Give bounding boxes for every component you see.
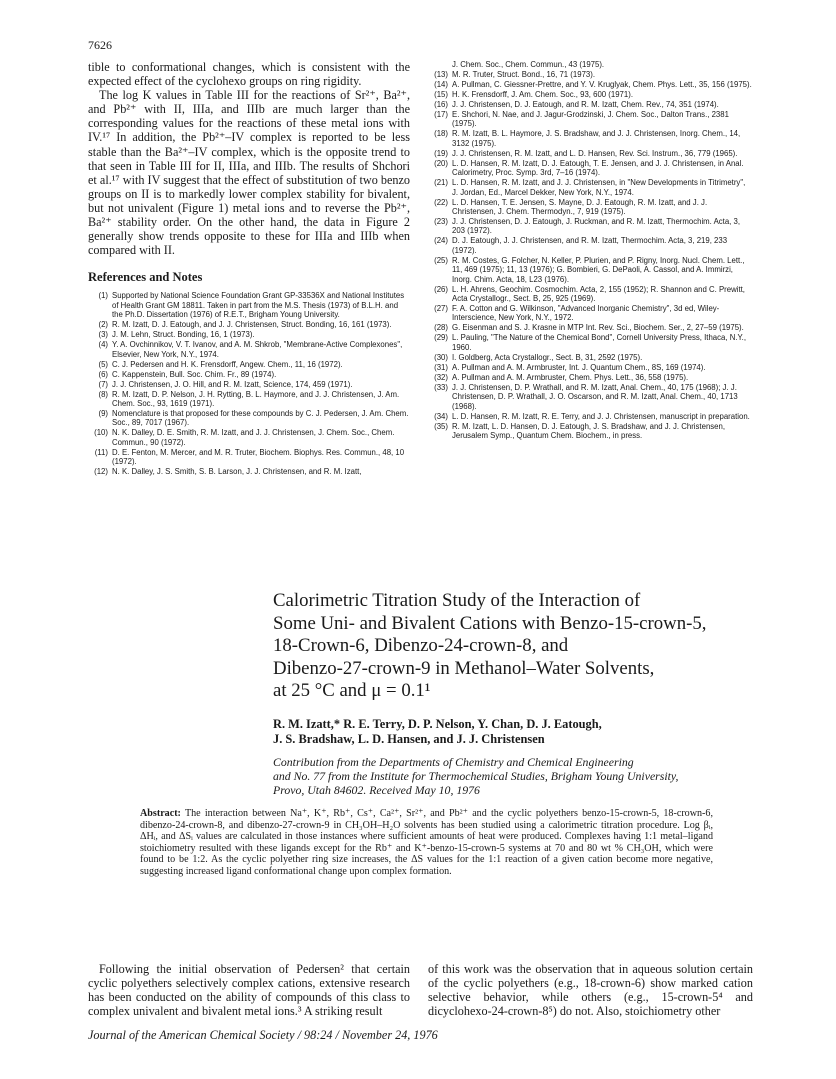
reference-number: (32) <box>434 372 448 382</box>
reference-number: (33) <box>434 382 448 392</box>
reference-number: (18) <box>434 129 448 139</box>
reference-text: Y. A. Ovchinnikov, V. T. Ivanov, and A. M. Shkrob, "Membrane-Active Complexones", Elsevier, New York, N.Y., 1974. <box>112 340 403 359</box>
reference-number: (7) <box>98 379 108 389</box>
left-column <box>88 60 410 477</box>
reference-continuation: J. Chem. Soc., Chem. Commun., 43 (1975). <box>452 60 605 69</box>
reference-item <box>428 256 753 284</box>
reference-text: A. Pullman and A. M. Armbruster, Int. J. Quantum Chem., 8S, 169 (1974). <box>452 362 706 372</box>
reference-text: I. Goldberg, Acta Crystallogr., Sect. B, 31, 2592 (1975). <box>452 352 643 362</box>
title-line: at 25 °C and μ = 0.1¹ <box>273 680 431 702</box>
reference-number: (15) <box>434 90 448 99</box>
author-line: R. M. Izatt,* R. E. Terry, D. P. Nelson, Y. Chan, D. J. Eatough, <box>273 716 602 731</box>
reference-text: J. J. Christensen, D. J. Eatough, J. Ruckman, and R. M. Izatt, Thermochim. Acta, 3, 203 (1972). <box>452 217 741 236</box>
reference-item <box>428 159 753 178</box>
reference-number: (22) <box>434 197 448 207</box>
reference-number: (20) <box>434 158 448 168</box>
reference-text: A. Pullman, C. Giessner-Prettre, and Y. V. Kruglyak, Chem. Phys. Lett., 35, 156 (1975). <box>452 80 752 89</box>
reference-number: (31) <box>434 362 448 372</box>
reference-text: R. M. Izatt, L. D. Hansen, D. J. Eatough, J. S. Bradshaw, and J. J. Christensen, Jerusalem Symp., Quantum Chem. Biochem., in press. <box>452 421 726 441</box>
reference-text: D. E. Fenton, M. Mercer, and M. R. Truter, Biochem. Biophys. Res. Commun., 48, 10 (1972). <box>112 447 405 467</box>
reference-item <box>88 428 410 447</box>
reference-text: E. Shchori, N. Nae, and J. Jagur-Grodzinski, J. Chem. Soc., Dalton Trans., 2381 (1975). <box>452 110 729 129</box>
title-line: Some Uni- and Bivalent Cations with Benzo-15-crown-5, <box>273 612 707 634</box>
reference-number: (1) <box>98 291 108 301</box>
reference-number: (9) <box>98 408 108 418</box>
reference-number: (2) <box>98 320 108 330</box>
title-line: 18-Crown-6, Dibenzo-24-crown-8, and <box>273 635 569 657</box>
article-header <box>273 590 753 797</box>
reference-item <box>88 409 410 428</box>
paragraph: tible to conformational changes, which is consistent with the expected effect of the cyclohexo groups on ring rigidity. <box>88 60 410 89</box>
reference-list <box>88 291 410 476</box>
reference-text: J. J. Christensen, D. J. Eatough, and R. M. Izatt, Chem. Rev., 74, 351 (1974). <box>452 100 719 109</box>
reference-text: L. D. Hansen, T. E. Jensen, S. Mayne, D. J. Eatough, R. M. Izatt, and J. J. Christensen, J. Chem. Thermodyn., 7, 919 (1975). <box>452 197 708 217</box>
affiliation-line: Provo, Utah 84602. Received May 10, 1976 <box>273 782 480 797</box>
reference-item <box>88 380 410 389</box>
reference-text: C. J. Pedersen and H. K. Frensdorff, Angew. Chem., 11, 16 (1972). <box>112 359 343 369</box>
reference-item <box>428 110 753 129</box>
reference-number: (23) <box>434 217 448 227</box>
reference-number: (17) <box>434 110 448 119</box>
reference-text: L. D. Hansen, R. M. Izatt, D. J. Eatough, T. E. Jensen, and J. J. Christensen, in Anal. Calorimetry, Proc. Symp. 3rd, 7–16 (1974). <box>452 158 744 178</box>
reference-number: (8) <box>98 389 108 399</box>
page-number: 7626 <box>88 38 112 52</box>
reference-item <box>428 70 753 79</box>
reference-text: N. K. Dalley, D. E. Smith, R. M. Izatt, and J. J. Christensen, J. Chem. Soc., Chem. Commun., 90 (1972). <box>112 428 395 447</box>
reference-number: (13) <box>434 70 448 79</box>
paragraph: Following the initial observation of Pedersen² that certain cyclic polyethers selectively complex cations, extensive research has been conducted on the ability of compounds of this class to complex univalent and bivalent metal ions.³ A striking result <box>88 962 410 1019</box>
abstract <box>140 808 713 878</box>
reference-item <box>88 291 410 319</box>
reference-number: (28) <box>434 323 448 333</box>
reference-item <box>88 340 410 359</box>
reference-number: (35) <box>434 421 448 431</box>
reference-number: (12) <box>94 467 108 477</box>
affiliation-line: and No. 77 from the Institute for Thermochemical Studies, Brigham Young University, <box>273 768 679 783</box>
reference-item <box>428 323 753 332</box>
reference-number: (4) <box>98 340 108 350</box>
reference-list <box>428 60 753 441</box>
reference-number: (16) <box>434 100 448 109</box>
right-column <box>428 60 753 441</box>
reference-text: L. D. Hansen, R. M. Izatt, and J. J. Christensen, in "New Developments in Titrimetry", J. Jordan, Ed., Marcel Dekker, New York, N.Y., 1974. <box>452 178 746 197</box>
reference-text: J. J. Christensen, R. M. Izatt, and L. D. Hansen, Rev. Sci. Instrum., 36, 779 (1965). <box>452 148 738 158</box>
discussion-text <box>88 60 410 257</box>
references-heading: References and Notes <box>88 270 203 285</box>
reference-item <box>428 304 753 323</box>
reference-item <box>428 333 753 352</box>
reference-item <box>428 129 753 148</box>
reference-item <box>428 353 753 362</box>
reference-number: (27) <box>434 304 448 314</box>
reference-item <box>88 370 410 379</box>
reference-text: R. M. Izatt, B. L. Haymore, J. S. Bradshaw, and J. J. Christensen, Inorg. Chem., 14, 3132 (1975). <box>452 129 741 148</box>
reference-item <box>428 285 753 304</box>
reference-item <box>428 217 753 236</box>
reference-item <box>428 198 753 217</box>
reference-text: R. M. Izatt, D. J. Eatough, and J. J. Christensen, Struct. Bonding, 16, 161 (1973). <box>112 320 392 330</box>
paragraph: The log K values in Table III for the reactions of Sr²⁺, Ba²⁺, and Pb²⁺ with II, IIIa, and IIIb are much larger than the corresponding values for the reactions of these metal ions with IV.¹⁷ In addition, the Pb²⁺–IV complex is reported to be less stable than the Ba²⁺–IV complex, which is the opposite trend to that seen in Table III for II, IIIa, and IIIb. The results of Shchori et al.¹⁷ with IV suggest that the effect of substitution of two benzo groups on II is to markedly lower complex stability for bivalent, but not univalent (Figure 1) metal ions and to reverse the Pb²⁺, Ba²⁺ stability order. On the other hand, the data in Figure 2 generally show trends opposite to these for IIIa and IIIb when compared with II. <box>88 88 410 258</box>
reference-text: F. A. Cotton and G. Wilkinson, "Advanced Inorganic Chemistry", 3d ed, Wiley-Interscience, New York, N.Y., 1972. <box>452 304 720 323</box>
reference-item <box>428 412 753 421</box>
reference-item <box>88 390 410 409</box>
reference-number: (11) <box>94 447 108 457</box>
reference-text: R. M. Izatt, D. P. Nelson, J. H. Rytting, B. L. Haymore, and J. J. Christensen, J. Am. Chem. Soc., 93, 1619 (1971). <box>112 389 400 408</box>
reference-number: (3) <box>98 330 108 340</box>
reference-item <box>428 363 753 372</box>
reference-text: J. M. Lehn, Struct. Bonding, 16, 1 (1973). <box>112 330 255 340</box>
article-title <box>273 590 753 703</box>
reference-text: L. H. Ahrens, Geochim. Cosmochim. Acta, 2, 155 (1952); R. Shannon and C. Prewitt, Acta Crystallogr., Sect. B, 25, 925 (1969). <box>452 284 745 304</box>
abstract-label: Abstract: <box>140 808 181 819</box>
reference-item <box>88 320 410 329</box>
reference-item <box>428 80 753 89</box>
reference-number: (21) <box>434 178 448 188</box>
affiliation-line: Contribution from the Departments of Chemistry and Chemical Engineering <box>273 754 634 769</box>
reference-number: (14) <box>434 80 448 89</box>
title-line: Calorimetric Titration Study of the Interaction of <box>273 590 641 611</box>
intro-left <box>88 962 410 1018</box>
reference-number: (6) <box>98 369 108 379</box>
reference-number: (30) <box>434 352 448 362</box>
paragraph: of this work was the observation that in aqueous solution certain of the cyclic polyethers (e.g., 18-crown-6) show marked cation selective behavior, while others (e.g., 15-crown-5⁴ and dicyclohexo-24-crown-8⁵) do not. Also, stoichiometry other <box>428 962 753 1019</box>
reference-text: M. R. Truter, Struct. Bond., 16, 71 (1973). <box>452 70 596 79</box>
intro-right <box>428 962 753 1018</box>
reference-text: G. Eisenman and S. J. Krasne in MTP Int. Rev. Sci., Biochem. Ser., 2, 27–59 (1975). <box>452 323 744 333</box>
author-list <box>273 717 753 747</box>
reference-text: Nomenclature is that proposed for these compounds by C. J. Pedersen, J. Am. Chem. Soc., 89, 7017 (1967). <box>112 408 409 428</box>
reference-text: J. J. Christensen, D. P. Wrathall, and R. M. Izatt, Anal. Chem., 40, 175 (1968); J. J. Christensen, D. P. Wrathall, J. O. Oscarson, and R. M. Izatt, Anal. Chem., 40, 1713 (1968). <box>452 382 738 411</box>
reference-item <box>428 422 753 441</box>
reference-text: C. Kappenstein, Bull. Soc. Chim. Fr., 89 (1974). <box>112 369 277 379</box>
reference-text: L. D. Hansen, R. M. Izatt, R. E. Terry, and J. J. Christensen, manuscript in preparation. <box>452 411 750 421</box>
reference-item <box>428 149 753 158</box>
reference-text: D. J. Eatough, J. J. Christensen, and R. M. Izatt, Thermochim. Acta, 3, 219, 233 (1972). <box>452 236 728 255</box>
reference-number: (25) <box>434 255 448 265</box>
reference-item <box>88 330 410 339</box>
reference-item <box>428 236 753 255</box>
reference-text: A. Pullman and A. M. Armbruster, Chem. Phys. Lett., 36, 558 (1975). <box>452 372 689 382</box>
reference-number: (19) <box>434 148 448 158</box>
reference-text: L. Pauling, "The Nature of the Chemical Bond", Cornell University Press, Ithaca, N.Y., 1960. <box>452 333 747 352</box>
affiliation <box>273 756 753 797</box>
reference-number: (29) <box>434 333 448 343</box>
reference-item <box>88 360 410 369</box>
reference-number: (34) <box>434 411 448 421</box>
reference-number: (5) <box>98 359 108 369</box>
reference-number: (24) <box>434 236 448 246</box>
reference-item <box>88 467 410 476</box>
reference-item <box>428 100 753 109</box>
author-line: J. S. Bradshaw, L. D. Hansen, and J. J. Christensen <box>273 731 545 746</box>
reference-text: N. K. Dalley, J. S. Smith, S. B. Larson, J. J. Christensen, and R. M. Izatt, <box>112 467 362 477</box>
reference-text: H. K. Frensdorff, J. Am. Chem. Soc., 93, 600 (1971). <box>452 90 633 99</box>
reference-number: (26) <box>434 284 448 294</box>
reference-item <box>88 448 410 467</box>
reference-text: R. M. Costes, G. Folcher, N. Keller, P. Plurien, and P. Rigny, Inorg. Nucl. Chem. Lett., 11, 469 (1975); 11, 13 (1976); G. Bombieri, G. DePaoli, A. Cassol, and A. Immirzi, Inorg. Chim. Acta, 18, L23 (1976). <box>452 255 745 284</box>
title-line: Dibenzo-27-crown-9 in Methanol–Water Solvents, <box>273 657 655 679</box>
reference-number: (10) <box>94 428 108 438</box>
reference-text: Supported by National Science Foundation Grant GP-33536X and National Institutes of Health Grant GM 18811. Taken in part from the M.S. Thesis (1973) of B.L.H. and the Ph.D. Dissertation (1976) of R.E.T., Brigham Young University. <box>112 291 405 320</box>
journal-footer: Journal of the American Chemical Society / 98:24 / November 24, 1976 <box>88 1028 438 1042</box>
reference-item <box>428 178 753 197</box>
abstract-text: The interaction between Na⁺, K⁺, Rb⁺, Cs⁺, Ca²⁺, Sr²⁺, and Pb²⁺ and the cyclic polyethers benzo-15-crown-5, 18-crown-6, dibenzo-24-crown-8, and dibenzo-27-crown-9 in CH₃OH–H₂O solvents has been studied using a calorimetric titration procedure. Log βᵢ, ΔHᵢ, and ΔSᵢ values are calculated in those instances where sufficient amounts of heat were produced. Complexes having 1:1 metal–ligand stoichiometry resulted with these ligands except for the Rb⁺ and K⁺-benzo-15-crown-5 systems at 70 and 80 wt % CH₃OH, which were found to be 1:2. As the cyclic polyether ring size increases, the ΔS values for the 1:1 reaction of a given cation become more negative, suggesting increased ligand conformational change upon complex formation. <box>140 808 713 877</box>
reference-item <box>428 383 753 411</box>
reference-text: J. J. Christensen, J. O. Hill, and R. M. Izatt, Science, 174, 459 (1971). <box>112 379 353 389</box>
reference-item <box>428 373 753 382</box>
reference-item <box>428 90 753 99</box>
